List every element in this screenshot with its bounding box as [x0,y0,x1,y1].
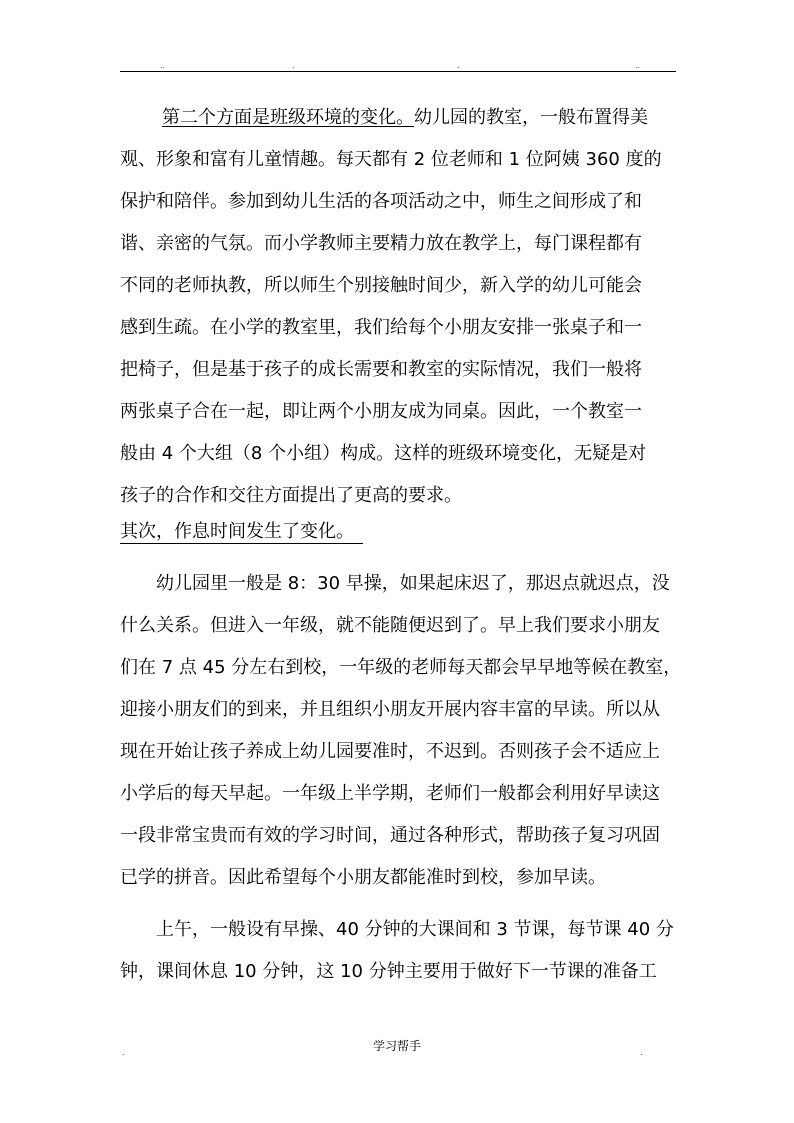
paragraph-line: 幼儿园里一般是 8：30 早操，如果起床迟了，那迟点就迟点，没 [156,573,670,594]
header-dot: . [292,61,295,70]
line-text: 幼儿园的教室，一般布置得美 [414,107,648,128]
paragraph-line: 谐、亲密的气氛。而小学教师主要精力放在教学上，每门课程都有 [120,233,642,254]
section-heading-schedule: 其次，作息时间发生了变化。 [120,521,354,542]
header-dot: .. [635,61,641,70]
paragraph-line: 孩子的合作和交往方面提出了更高的要求。 [120,485,462,506]
paragraph-line: 感到生疏。在小学的教室里，我们给每个小朋友安排一张桌子和一 [120,317,642,338]
footer-dot: . [122,1048,125,1057]
paragraph-line: 小学后的每天早起。一年级上半学期，老师们一般都会利用好早读这 [120,783,660,804]
footer-label: 学习帮手 [372,1039,421,1053]
section-heading-underlined: 第二个方面是班级环境的变化。 [162,107,414,128]
paragraph-line: 两张桌子合在一起，即让两个小朋友成为同桌。因此，一个教室一 [120,401,642,422]
paragraph-line: 什么关系。但进入一年级，就不能随便迟到了。早上我们要求小朋友 [120,615,660,636]
paragraph-line: 迎接小朋友们的到来，并且组织小朋友开展内容丰富的早读。所以从 [120,699,660,720]
header-dot: . [457,61,460,70]
paragraph-line: 般由 4 个大组（8 个小组）构成。这样的班级环境变化，无疑是对 [120,443,647,464]
paragraph-line: 把椅子，但是基于孩子的成长需要和教室的实际情况，我们一般将 [120,359,642,380]
paragraph-line: 一段非常宝贵而有效的学习时间，通过各种形式，帮助孩子复习巩固 [120,825,660,846]
paragraph-line: 观、形象和富有儿童情趣。每天都有 2 位老师和 1 位阿姨 360 度的 [120,149,662,170]
paragraph-line [120,108,722,128]
paragraph-line: 已学的拼音。因此希望每个小朋友都能准时到校，参加早读。 [120,867,606,888]
header-dot: .. [160,61,166,70]
paragraph-line: 保护和陪伴。参加到幼儿生活的各项活动之中，师生之间形成了和 [120,191,642,212]
paragraph-line: 现在开始让孩子养成上幼儿园要准时，不迟到。否则孩子会不适应上 [120,741,660,762]
heading-underline [120,543,363,544]
paragraph-line: 钟，课间休息 10 分钟，这 10 分钟主要用于做好下一节课的准备工 [120,961,657,982]
footer-dot: . [640,1048,643,1057]
paragraph-line: 上午，一般设有早操、40 分钟的大课间和 3 节课，每节课 40 分 [156,919,674,940]
paragraph-line: 不同的老师执教，所以师生个别接触时间少，新入学的幼儿可能会 [120,275,642,296]
header-rule [120,71,676,72]
paragraph-line: 们在 7 点 45 分左右到校，一年级的老师每天都会早早地等候在教室， [120,657,682,678]
